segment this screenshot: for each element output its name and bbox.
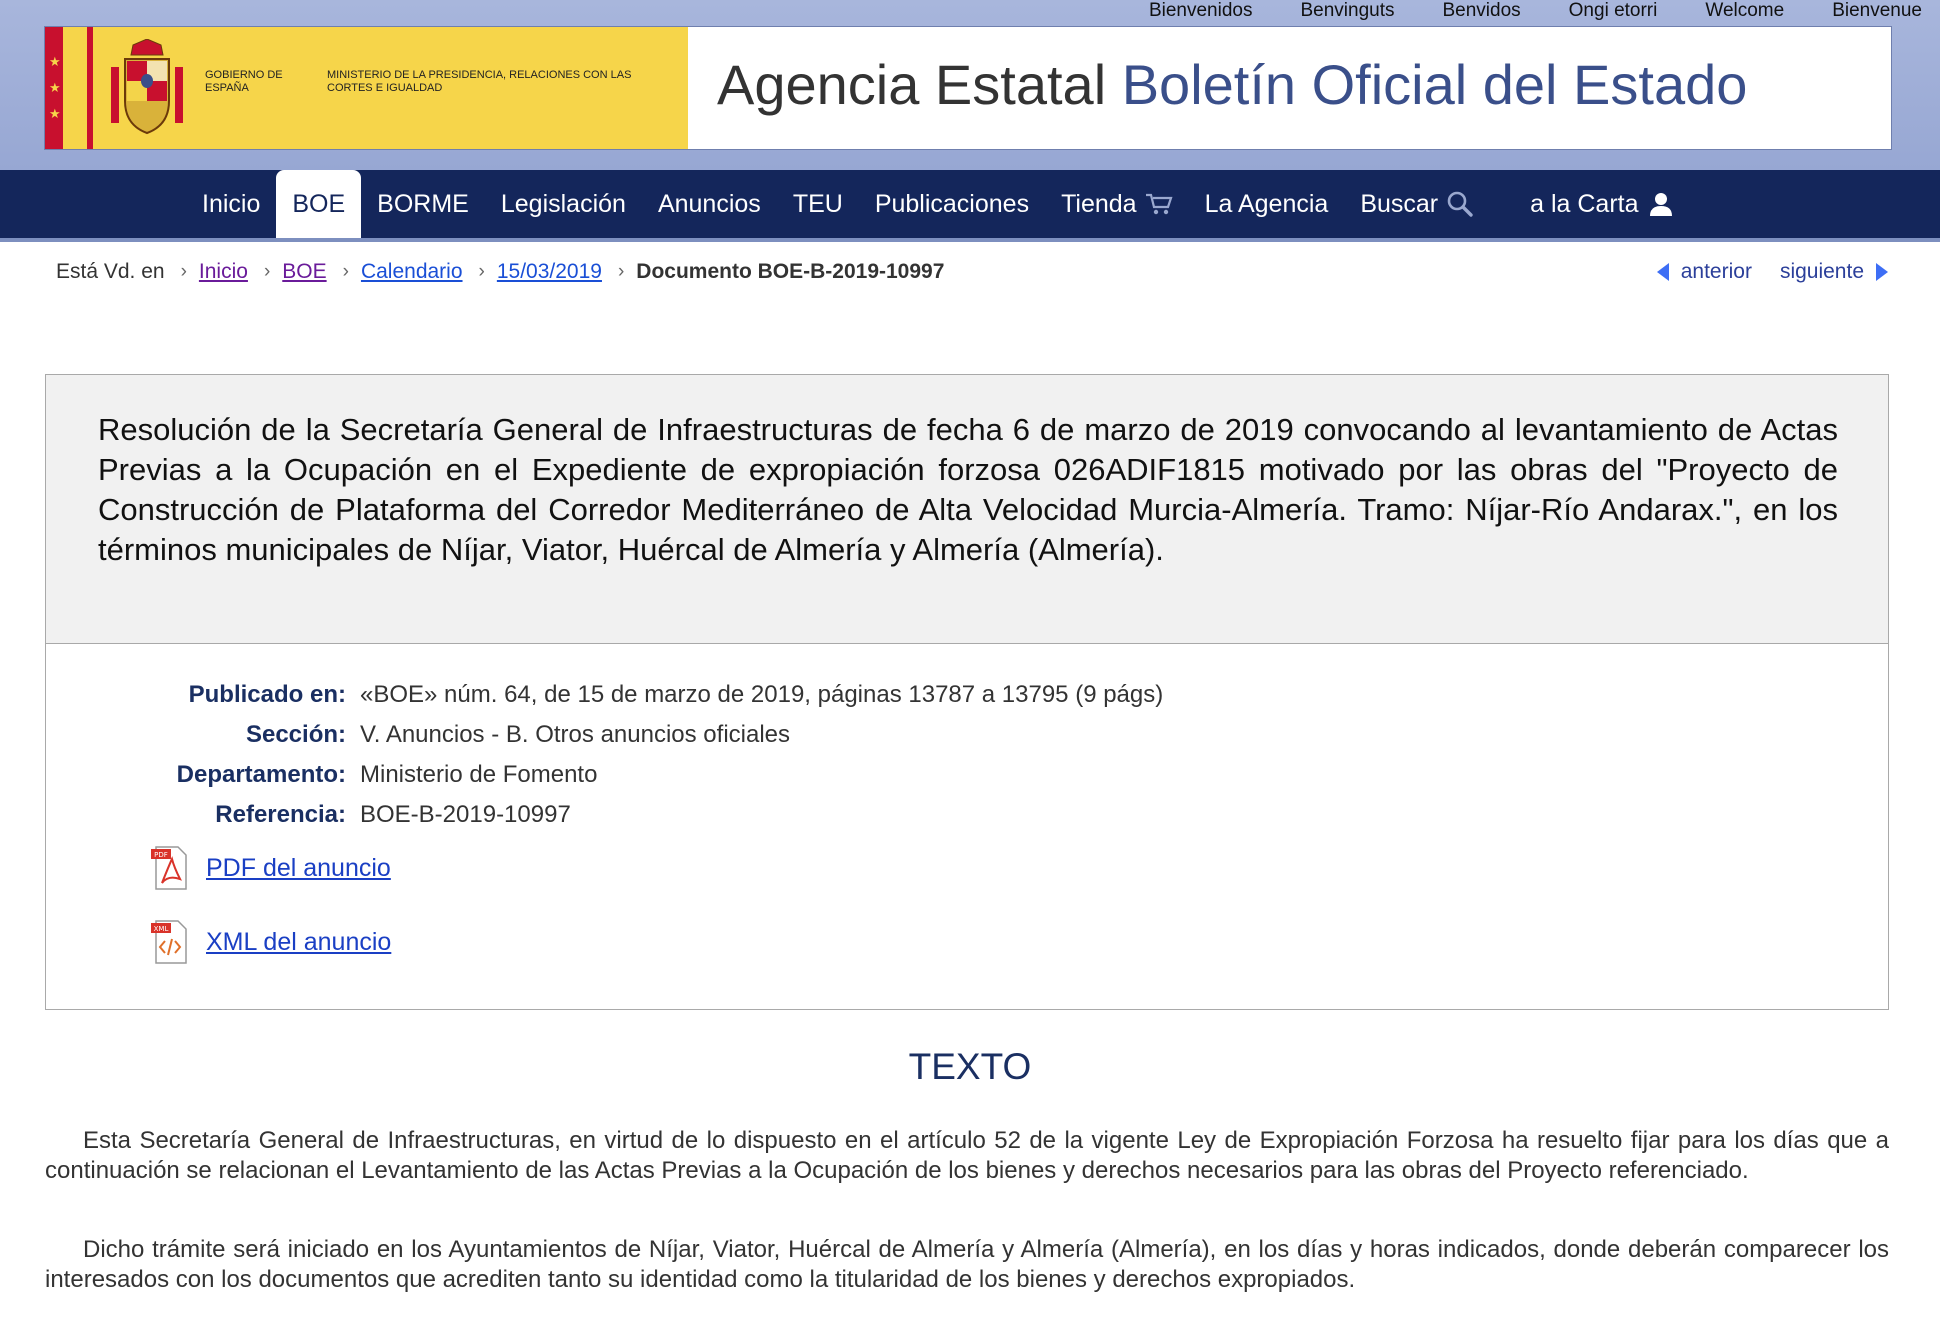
nav-borme[interactable] [361,170,485,238]
meta-label: Departamento: [176,761,346,788]
chevron-right-icon: › [180,261,187,282]
nav-label: BORME [377,190,469,218]
meta-row-departamento [46,755,1163,795]
nav-buscar[interactable] [1344,170,1490,238]
pdf-download-row [150,845,391,891]
search-icon [1446,190,1474,218]
breadcrumb-prefix: Está Vd. en [56,260,165,283]
nav-label: TEU [792,190,843,218]
agency-title-part2: Boletín Oficial del Estado [1121,53,1748,116]
nav-label: Buscar [1360,190,1439,218]
meta-row-publicado [46,675,1163,715]
chevron-right-icon: › [342,261,349,282]
flag-stripe [63,27,87,149]
nav-boe[interactable] [276,170,361,238]
nav-inicio[interactable] [186,170,276,238]
xml-link[interactable]: XML del anuncio [206,927,392,956]
breadcrumb-current: Documento BOE-B-2019-10997 [636,260,945,283]
pdf-badge-text: PDF [154,851,168,859]
agency-title-part1: Agencia Estatal [717,53,1107,116]
document-title: Resolución de la Secretaría General de Infraestructuras de fecha 6 de marzo de 2019 convocando al levantamiento de Actas Previas a la Ocupación en el Expediente de expropiación forzosa 026ADIF1815 motivado por las obras del "Proyecto de Construcción de Plataforma del Corredor Mediterráneo de Alta Velocidad Murcia-Almería. Tramo: Níjar-Río Andarax.", en los términos municipales de Níjar, Viator, Huércal de Almería y Almería (Almería). [98,412,1838,567]
nav-label: La Agencia [1204,190,1329,218]
pdf-file-icon[interactable] [150,845,190,891]
chevron-right-icon: › [617,261,625,282]
lang-gl[interactable]: Benvidos [1442,0,1521,21]
text-paragraph-1: Esta Secretaría General de Infraestructuras, en virtud de lo dispuesto en el artículo 52 de la vigente Ley de Expropiación Forzosa ha resuelto fijar para los días que a continuación se relacionan el Levantamiento de las Actas Previas a la Ocupación de los bienes y derechos necesarios para las obras del Proyecto referenciado. [45,1127,1889,1184]
breadcrumb-boe[interactable]: BOE [282,260,327,283]
nav-label: Publicaciones [874,190,1030,218]
main-nav [0,170,1940,242]
meta-row-referencia [46,795,1163,835]
meta-label: Referencia: [215,801,346,828]
xml-download-row [150,919,391,965]
nav-label: Tienda [1061,190,1137,218]
flag-stripe [87,27,93,149]
meta-value: Ministerio de Fomento [360,761,598,788]
xml-file-icon[interactable] [150,919,190,965]
language-bar [1101,0,1922,24]
prev-link[interactable]: anterior [1680,260,1752,283]
agency-title[interactable] [717,49,1747,121]
nav-label: Inicio [202,190,261,218]
text-paragraph-2: Dicho trámite será iniciado en los Ayuntamientos de Níjar, Viator, Huércal de Almería y Almería (Almería), en los días y horas indicados, donde deberán comparecer los interesados con los documentos que acrediten tanto su identidad como la titularidad de los bienes y derechos expropiados. [45,1236,1889,1293]
nav-teu[interactable] [777,170,859,238]
next-link[interactable]: siguiente [1779,260,1864,283]
nav-carta[interactable] [1514,170,1690,238]
meta-row-seccion [46,715,1163,755]
lang-eu[interactable]: Ongi etorri [1568,0,1658,21]
arrow-left-icon[interactable] [1657,263,1669,281]
lang-fr[interactable]: Bienvenue [1832,0,1922,21]
document-box [45,374,1889,1010]
nav-label: a la Carta [1530,190,1639,218]
breadcrumb-calendario[interactable]: Calendario [360,260,463,283]
star-icon: ★ [49,80,61,95]
pager [1657,260,1888,284]
nav-anuncios[interactable] [642,170,777,238]
user-icon [1647,190,1675,218]
document-meta [46,675,1163,835]
meta-label: Sección: [245,721,346,748]
chevron-right-icon: › [263,261,271,282]
lang-ca[interactable]: Benvinguts [1300,0,1395,21]
texto-heading: TEXTO [908,1046,1032,1087]
site-banner [44,26,1892,150]
meta-value: «BOE» núm. 64, de 15 de marzo de 2019, páginas 13787 a 13795 (9 págs) [360,681,1164,708]
breadcrumb [56,260,944,284]
arrow-right-icon[interactable] [1876,263,1888,281]
nav-legislacion[interactable] [485,170,642,238]
nav-publicaciones[interactable] [859,170,1045,238]
pdf-link[interactable]: PDF del anuncio [206,853,391,882]
meta-value: BOE-B-2019-10997 [360,801,571,828]
government-logo[interactable] [45,27,688,149]
meta-label: Publicado en: [188,681,346,708]
meta-value: V. Anuncios - B. Otros anuncios oficiales [360,721,791,748]
lang-en[interactable]: Welcome [1705,0,1785,21]
nav-tienda[interactable] [1045,170,1189,238]
cart-icon [1145,192,1173,216]
gov-text: GOBIERNO DE ESPAÑA [205,69,283,94]
nav-label: Legislación [500,190,626,218]
xml-badge-text: XML [153,925,169,933]
breadcrumb-inicio[interactable]: Inicio [198,260,248,283]
breadcrumb-fecha[interactable]: 15/03/2019 [496,260,602,283]
nav-label: Anuncios [657,190,761,218]
ministry-text: MINISTERIO DE LA PRESIDENCIA, RELACIONES CON LAS CORTES E IGUALDAD [327,69,632,94]
star-icon: ★ [49,106,61,121]
nav-label: BOE [292,190,346,218]
document-title-area [46,375,1888,644]
coat-of-arms-icon [107,39,187,137]
lang-es[interactable]: Bienvenidos [1148,0,1253,21]
nav-agencia[interactable] [1189,170,1345,238]
chevron-right-icon: › [478,261,485,282]
star-icon: ★ [49,54,61,69]
